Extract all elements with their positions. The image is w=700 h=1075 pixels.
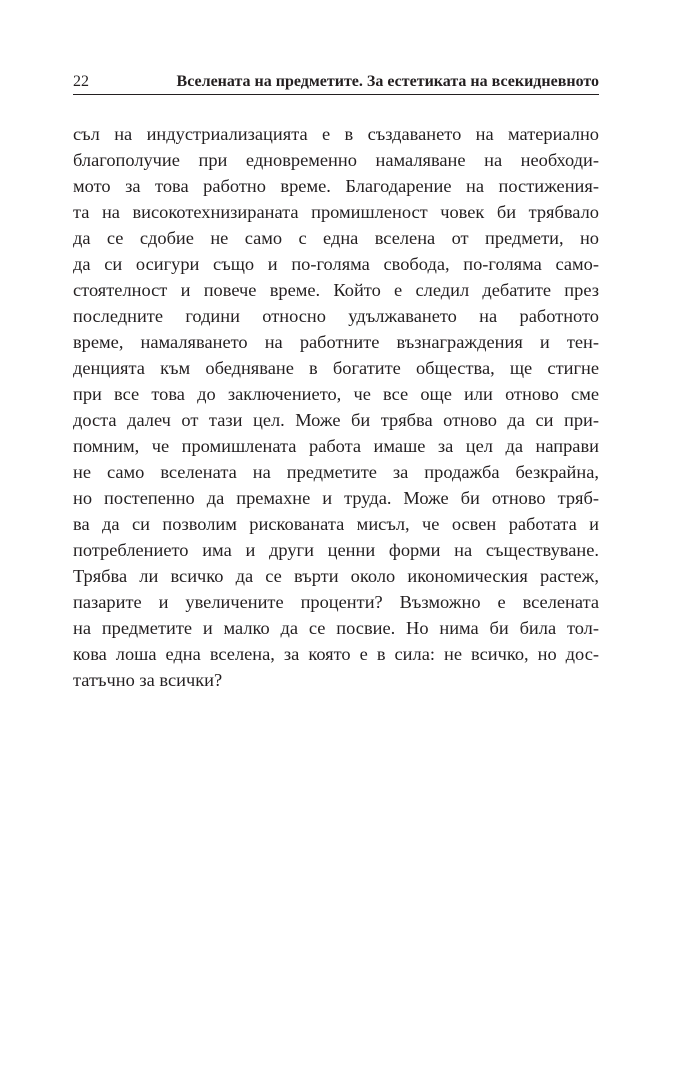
running-head-title: Вселената на предметите. За естетиката на всекидневното [176,73,599,90]
header-rule [73,94,599,95]
text-line: стоятелност и повече време. Който е следил дебатите през [73,280,599,300]
text-line: да си осигури също и по-голяма свобода, по-голяма само- [73,254,599,274]
text-line: помним, че промишлената работа имаше за цел да направи [73,436,599,456]
text-line: потреблението има и други ценни форми на съществуване. [73,540,599,560]
body-paragraph [73,121,599,693]
text-line: да се сдобие не само с една вселена от предмети, но [73,228,599,248]
text-line: последните години относно удължаването на работното [73,306,599,326]
text-line: благополучие при едновременно намаляване на необходи- [73,150,599,170]
text-line: при все това до заключението, че все още или отново сме [73,384,599,404]
text-line: време, намаляването на работните възнаграждения и тен- [73,332,599,352]
text-line: ва да си позволим рискованата мисъл, че освен работата и [73,514,599,534]
text-line: пазарите и увеличените проценти? Възможно е вселената [73,592,599,612]
text-line: мото за това работно време. Благодарение на постижения- [73,176,599,196]
text-line: денцията към обедняване в богатите общества, ще стигне [73,358,599,378]
text-line: доста далеч от тази цел. Може би трябва отново да си при- [73,410,599,430]
text-line: кова лоша една вселена, за която е в сила: не всичко, но дос- [73,644,599,664]
text-line: съл на индустриализацията е в създаването на материално [73,124,599,144]
text-line-last: татъчно за всички? [73,670,223,690]
text-line: не само вселената на предметите за продажба безкрайна, [73,462,599,482]
text-line: на предметите и малко да се посвие. Но нима би била тол- [73,618,599,638]
text-line: но постепенно да премахне и труда. Може би отново тряб- [73,488,599,508]
page-number: 22 [73,73,89,90]
text-line: Трябва ли всичко да се върти около икономическия растеж, [73,566,599,586]
text-line: та на високотехнизираната промишленост човек би трябвало [73,202,599,222]
running-header [73,66,599,96]
